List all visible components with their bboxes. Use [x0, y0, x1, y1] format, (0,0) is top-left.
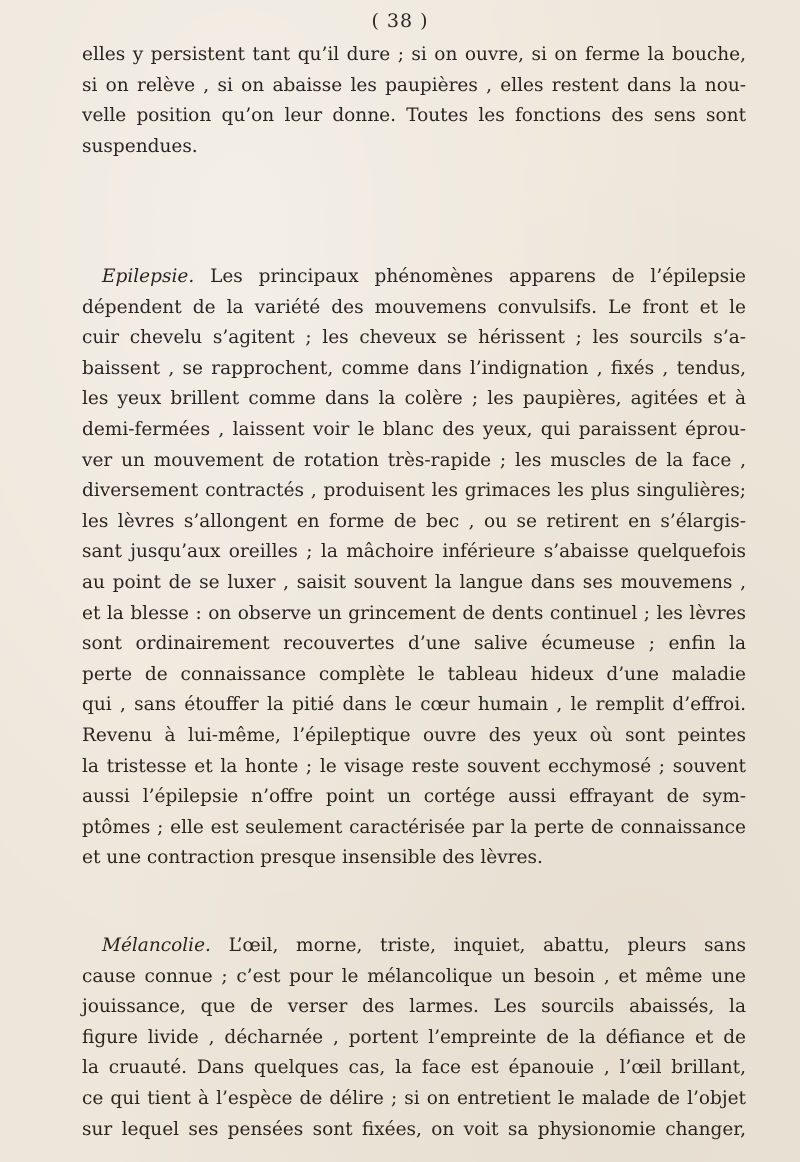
text-line: elles y persistent tant qu’il dure ; si on ouvre, si on ferme la bouche, — [82, 44, 746, 65]
text-line: Revenu à lui-même, l’épileptique ouvre des yeux où sont peintes — [82, 724, 746, 746]
text-line: sur lequel ses pensées sont fixées, on voit sa physionomie changer, — [82, 1118, 746, 1140]
text-line: demi-fermées , laissent voir le blanc des yeux, qui paraissent éprou- — [82, 418, 746, 440]
text-line: ce qui tient à l’espèce de délire ; si on entretient le malade de l’objet — [82, 1087, 746, 1109]
text-line: sont ordinairement recouvertes d’une salive écumeuse ; enfin la — [82, 633, 746, 655]
text-line — [82, 931, 746, 962]
text-line: et la blesse : on observe un grincement de dents continuel ; les lèvres — [82, 602, 746, 624]
text-line-rest: L’œil, morne, triste, inquiet, abattu, pleurs sans — [210, 935, 746, 956]
text-line: les lèvres s’allongent en forme de bec , ou se retirent en s’élargis- — [82, 510, 746, 532]
text-line: sant jusqu’aux oreilles ; la mâchoire inférieure s’abaisse quelquefois — [82, 541, 746, 563]
text-line: les yeux brillent comme dans la colère ; les paupières, agitées et à — [82, 388, 746, 410]
text-line: et une contraction presque insensible des lèvres. — [82, 847, 543, 869]
text-line: figure livide , décharnée , portent l’empreinte de la défiance et de — [82, 1026, 746, 1048]
text-line: ptômes ; elle est seulement caractérisée par la perte de connaissance — [82, 816, 746, 838]
text-line: diversement contractés , produisent les grimaces les plus singulières; — [82, 480, 746, 502]
text-line: suspendues. — [82, 135, 198, 157]
paragraph-melancolie — [82, 931, 746, 1145]
text-line: jouissance, que de verser des larmes. Les sourcils abaissés, la — [82, 996, 746, 1018]
text-line: velle position qu’on leur donne. Toutes les fonctions des sens sont — [82, 105, 746, 127]
text-line-rest: Les principaux phénomènes apparens de l’épilepsie — [194, 266, 746, 287]
text-line: la cruauté. Dans quelques cas, la face est épanouie , l’œil brillant, — [82, 1057, 746, 1079]
page-number: ( 38 ) — [371, 10, 429, 32]
text-line: ver un mouvement de rotation très-rapide ; les muscles de la face , — [82, 449, 746, 471]
section-heading-epilepsie: Epilepsie. — [102, 266, 195, 287]
text-line: perte de connaissance complète le tableau hideux d’une maladie — [82, 663, 746, 685]
text-line: dépendent de la variété des mouvemens convulsifs. Le front et le — [82, 296, 746, 318]
section-heading-melancolie: Mélancolie. — [102, 935, 211, 956]
text-line: cause connue ; c’est pour le mélancolique un besoin , et même une — [82, 965, 746, 987]
text-line: baissent , se rapprochent, comme dans l’indignation , fixés , tendus, — [82, 357, 746, 379]
text-line: qui , sans étouffer la pitié dans le cœur humain , le remplit d’effroi. — [82, 694, 746, 716]
paragraph-epilepsie — [82, 262, 746, 874]
text-line: au point de se luxer , saisit souvent la langue dans ses mouvemens , — [82, 571, 746, 593]
text-line: si on relève , si on abaisse les paupières , elles restent dans la nou- — [82, 74, 746, 96]
text-line: la tristesse et la honte ; le visage reste souvent ecchymosé ; souvent — [82, 755, 746, 777]
text-line: aussi l’épilepsie n’offre point un cortége aussi effrayant de sym- — [82, 786, 746, 808]
text-line — [82, 262, 746, 293]
paragraph-continuation — [82, 40, 746, 162]
text-line: cuir chevelu s’agitent ; les cheveux se hérissent ; les sourcils s’a- — [82, 327, 746, 349]
